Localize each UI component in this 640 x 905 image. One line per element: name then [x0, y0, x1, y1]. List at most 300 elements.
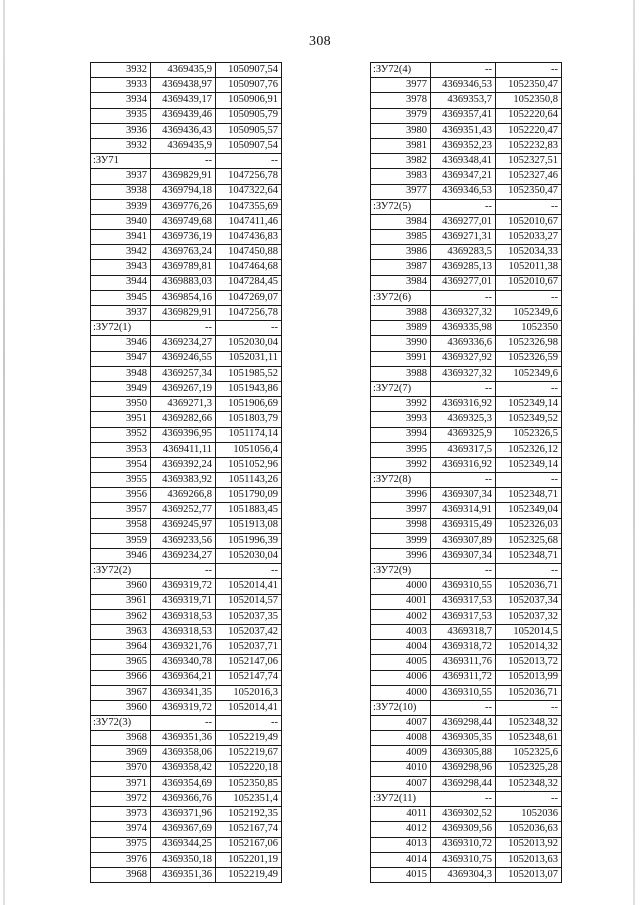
- table-row: [371, 473, 562, 488]
- point-number-cell: 3961: [91, 594, 151, 609]
- y-coordinate-cell: 1052350,85: [216, 776, 282, 791]
- table-row: [91, 685, 282, 700]
- point-number-cell: 3985: [371, 230, 431, 245]
- point-number-cell: 3939: [91, 199, 151, 214]
- y-coordinate-cell: 1051996,39: [216, 533, 282, 548]
- x-coordinate-cell: 4369435,9: [151, 63, 216, 78]
- table-row: [371, 579, 562, 594]
- x-coordinate-cell: 4369883,03: [151, 275, 216, 290]
- point-number-cell: 3995: [371, 442, 431, 457]
- y-coordinate-cell: 1052014,57: [216, 594, 282, 609]
- x-coordinate-cell: 4369318,53: [151, 624, 216, 639]
- x-coordinate-cell: 4369233,56: [151, 533, 216, 548]
- y-coordinate-cell: 1051056,4: [216, 442, 282, 457]
- y-coordinate-cell: 1052037,32: [496, 609, 562, 624]
- y-coordinate-cell: 1052349,14: [496, 457, 562, 472]
- x-coordinate-cell: --: [431, 564, 496, 579]
- point-number-cell: 3982: [371, 154, 431, 169]
- x-coordinate-cell: 4369310,55: [431, 579, 496, 594]
- y-coordinate-cell: 1052036,71: [496, 685, 562, 700]
- x-coordinate-cell: 4369358,42: [151, 761, 216, 776]
- y-coordinate-cell: --: [496, 381, 562, 396]
- y-coordinate-cell: 1047411,46: [216, 214, 282, 229]
- point-number-cell: 4014: [371, 852, 431, 867]
- table-row: [371, 63, 562, 78]
- point-number-cell: 4002: [371, 609, 431, 624]
- y-coordinate-cell: 1052167,06: [216, 837, 282, 852]
- y-coordinate-cell: 1047256,78: [216, 306, 282, 321]
- coordinates-table-left-body: [91, 63, 282, 883]
- x-coordinate-cell: 4369266,8: [151, 488, 216, 503]
- x-coordinate-cell: 4369350,18: [151, 852, 216, 867]
- point-number-cell: 3934: [91, 93, 151, 108]
- x-coordinate-cell: 4369246,55: [151, 351, 216, 366]
- table-row: [91, 184, 282, 199]
- y-coordinate-cell: 1050906,91: [216, 93, 282, 108]
- table-row: [371, 761, 562, 776]
- x-coordinate-cell: 4369829,91: [151, 169, 216, 184]
- y-coordinate-cell: 1052327,46: [496, 169, 562, 184]
- point-number-cell: 3999: [371, 533, 431, 548]
- x-coordinate-cell: 4369327,32: [431, 366, 496, 381]
- table-row: [371, 442, 562, 457]
- point-number-cell: 4012: [371, 822, 431, 837]
- y-coordinate-cell: 1052326,03: [496, 518, 562, 533]
- y-coordinate-cell: 1051883,45: [216, 503, 282, 518]
- point-number-cell: :ЗУ72(4): [371, 63, 431, 78]
- x-coordinate-cell: 4369736,19: [151, 230, 216, 245]
- point-number-cell: 3946: [91, 336, 151, 351]
- x-coordinate-cell: 4369749,68: [151, 214, 216, 229]
- x-coordinate-cell: 4369854,16: [151, 290, 216, 305]
- point-number-cell: 4006: [371, 670, 431, 685]
- table-row: [371, 609, 562, 624]
- y-coordinate-cell: 1052325,6: [496, 746, 562, 761]
- y-coordinate-cell: --: [496, 63, 562, 78]
- table-row: [91, 442, 282, 457]
- point-number-cell: 3965: [91, 655, 151, 670]
- point-number-cell: :ЗУ72(8): [371, 473, 431, 488]
- x-coordinate-cell: 4369327,92: [431, 351, 496, 366]
- point-number-cell: 3954: [91, 457, 151, 472]
- point-number-cell: 3971: [91, 776, 151, 791]
- x-coordinate-cell: 4369314,91: [431, 503, 496, 518]
- point-number-cell: 3960: [91, 579, 151, 594]
- x-coordinate-cell: 4369319,72: [151, 700, 216, 715]
- y-coordinate-cell: 1047322,64: [216, 184, 282, 199]
- table-row: [91, 138, 282, 153]
- point-number-cell: 3984: [371, 275, 431, 290]
- y-coordinate-cell: 1047355,69: [216, 199, 282, 214]
- x-coordinate-cell: 4369317,53: [431, 594, 496, 609]
- point-number-cell: 3949: [91, 381, 151, 396]
- y-coordinate-cell: 1052013,72: [496, 655, 562, 670]
- table-row: [91, 549, 282, 564]
- y-coordinate-cell: 1052350,47: [496, 184, 562, 199]
- x-coordinate-cell: --: [431, 381, 496, 396]
- y-coordinate-cell: 1052326,5: [496, 427, 562, 442]
- point-number-cell: 3947: [91, 351, 151, 366]
- table-row: [371, 397, 562, 412]
- x-coordinate-cell: 4369316,92: [431, 397, 496, 412]
- y-coordinate-cell: 1051906,69: [216, 397, 282, 412]
- table-row: [371, 488, 562, 503]
- y-coordinate-cell: 1052034,33: [496, 245, 562, 260]
- y-coordinate-cell: 1052349,14: [496, 397, 562, 412]
- y-coordinate-cell: 1052010,67: [496, 275, 562, 290]
- table-row: [91, 609, 282, 624]
- point-number-cell: 3989: [371, 321, 431, 336]
- y-coordinate-cell: 1052326,59: [496, 351, 562, 366]
- y-coordinate-cell: --: [496, 199, 562, 214]
- point-number-cell: 3958: [91, 518, 151, 533]
- y-coordinate-cell: 1052011,38: [496, 260, 562, 275]
- x-coordinate-cell: 4369346,53: [431, 78, 496, 93]
- table-row: [91, 655, 282, 670]
- point-number-cell: 3977: [371, 184, 431, 199]
- x-coordinate-cell: 4369318,72: [431, 640, 496, 655]
- point-number-cell: :ЗУ72(6): [371, 290, 431, 305]
- y-coordinate-cell: 1052036,63: [496, 822, 562, 837]
- y-coordinate-cell: --: [496, 290, 562, 305]
- point-number-cell: 3941: [91, 230, 151, 245]
- point-number-cell: 3943: [91, 260, 151, 275]
- y-coordinate-cell: 1052030,04: [216, 549, 282, 564]
- table-row: [371, 184, 562, 199]
- x-coordinate-cell: 4369352,23: [431, 138, 496, 153]
- x-coordinate-cell: 4369435,9: [151, 138, 216, 153]
- table-row: [371, 700, 562, 715]
- x-coordinate-cell: --: [431, 63, 496, 78]
- point-number-cell: 3960: [91, 700, 151, 715]
- table-row: [91, 290, 282, 305]
- point-number-cell: 3996: [371, 488, 431, 503]
- left-scan-edge: [3, 0, 5, 905]
- table-row: [91, 199, 282, 214]
- x-coordinate-cell: 4369310,72: [431, 837, 496, 852]
- point-number-cell: 3979: [371, 108, 431, 123]
- table-row: [91, 488, 282, 503]
- point-number-cell: 3932: [91, 63, 151, 78]
- y-coordinate-cell: 1052326,12: [496, 442, 562, 457]
- x-coordinate-cell: 4369438,97: [151, 78, 216, 93]
- y-coordinate-cell: 1052037,34: [496, 594, 562, 609]
- y-coordinate-cell: 1052351,4: [216, 792, 282, 807]
- point-number-cell: :ЗУ72(1): [91, 321, 151, 336]
- table-row: [371, 533, 562, 548]
- x-coordinate-cell: 4369252,77: [151, 503, 216, 518]
- table-row: [371, 336, 562, 351]
- y-coordinate-cell: 1051803,79: [216, 412, 282, 427]
- x-coordinate-cell: 4369298,96: [431, 761, 496, 776]
- x-coordinate-cell: 4369304,3: [431, 867, 496, 882]
- y-coordinate-cell: 1052232,83: [496, 138, 562, 153]
- x-coordinate-cell: 4369335,98: [431, 321, 496, 336]
- y-coordinate-cell: 1052013,92: [496, 837, 562, 852]
- table-row: [91, 366, 282, 381]
- table-row: [371, 93, 562, 108]
- y-coordinate-cell: 1051943,86: [216, 381, 282, 396]
- y-coordinate-cell: 1052201,19: [216, 852, 282, 867]
- point-number-cell: 3969: [91, 746, 151, 761]
- y-coordinate-cell: 1052031,11: [216, 351, 282, 366]
- x-coordinate-cell: --: [431, 199, 496, 214]
- point-number-cell: 3972: [91, 792, 151, 807]
- table-row: [371, 138, 562, 153]
- table-row: [91, 837, 282, 852]
- y-coordinate-cell: 1052014,32: [496, 640, 562, 655]
- point-number-cell: 3957: [91, 503, 151, 518]
- x-coordinate-cell: 4369411,11: [151, 442, 216, 457]
- y-coordinate-cell: 1052219,67: [216, 746, 282, 761]
- point-number-cell: 4009: [371, 746, 431, 761]
- point-number-cell: 3993: [371, 412, 431, 427]
- y-coordinate-cell: 1052147,74: [216, 670, 282, 685]
- table-row: [91, 230, 282, 245]
- x-coordinate-cell: 4369439,46: [151, 108, 216, 123]
- y-coordinate-cell: 1052220,64: [496, 108, 562, 123]
- table-row: [371, 518, 562, 533]
- point-number-cell: 3966: [91, 670, 151, 685]
- point-number-cell: 4003: [371, 624, 431, 639]
- y-coordinate-cell: 1052350,47: [496, 78, 562, 93]
- table-row: [91, 336, 282, 351]
- table-row: [371, 290, 562, 305]
- x-coordinate-cell: 4369347,21: [431, 169, 496, 184]
- point-number-cell: 4001: [371, 594, 431, 609]
- point-number-cell: 4004: [371, 640, 431, 655]
- table-row: [371, 776, 562, 791]
- point-number-cell: 3948: [91, 366, 151, 381]
- table-row: [91, 822, 282, 837]
- y-coordinate-cell: 1052219,49: [216, 731, 282, 746]
- point-number-cell: 3936: [91, 123, 151, 138]
- table-row: [91, 169, 282, 184]
- table-row: [371, 381, 562, 396]
- x-coordinate-cell: --: [431, 290, 496, 305]
- y-coordinate-cell: 1052013,99: [496, 670, 562, 685]
- point-number-cell: 3955: [91, 473, 151, 488]
- x-coordinate-cell: 4369311,76: [431, 655, 496, 670]
- table-row: [91, 716, 282, 731]
- point-number-cell: 3950: [91, 397, 151, 412]
- y-coordinate-cell: --: [216, 321, 282, 336]
- x-coordinate-cell: 4369371,96: [151, 807, 216, 822]
- x-coordinate-cell: 4369271,3: [151, 397, 216, 412]
- point-number-cell: 4007: [371, 716, 431, 731]
- table-row: [91, 852, 282, 867]
- y-coordinate-cell: 1052192,35: [216, 807, 282, 822]
- table-row: [91, 776, 282, 791]
- x-coordinate-cell: 4369325,9: [431, 427, 496, 442]
- x-coordinate-cell: 4369340,78: [151, 655, 216, 670]
- point-number-cell: 3980: [371, 123, 431, 138]
- x-coordinate-cell: 4369357,41: [431, 108, 496, 123]
- point-number-cell: :ЗУ72(5): [371, 199, 431, 214]
- table-row: [371, 564, 562, 579]
- x-coordinate-cell: --: [431, 700, 496, 715]
- table-row: [91, 473, 282, 488]
- table-row: [371, 640, 562, 655]
- point-number-cell: 4000: [371, 685, 431, 700]
- point-number-cell: 4013: [371, 837, 431, 852]
- point-number-cell: 3953: [91, 442, 151, 457]
- table-row: [371, 457, 562, 472]
- point-number-cell: 3932: [91, 138, 151, 153]
- point-number-cell: 3988: [371, 306, 431, 321]
- table-row: [371, 245, 562, 260]
- y-coordinate-cell: 1050905,79: [216, 108, 282, 123]
- x-coordinate-cell: 4369321,76: [151, 640, 216, 655]
- y-coordinate-cell: 1052010,67: [496, 214, 562, 229]
- point-number-cell: 3997: [371, 503, 431, 518]
- table-row: [371, 230, 562, 245]
- table-row: [91, 321, 282, 336]
- point-number-cell: 3964: [91, 640, 151, 655]
- x-coordinate-cell: 4369351,36: [151, 867, 216, 882]
- x-coordinate-cell: 4369307,34: [431, 549, 496, 564]
- y-coordinate-cell: 1050907,54: [216, 63, 282, 78]
- x-coordinate-cell: 4369317,53: [431, 609, 496, 624]
- table-row: [91, 412, 282, 427]
- table-row: [91, 640, 282, 655]
- table-row: [371, 867, 562, 882]
- point-number-cell: 3940: [91, 214, 151, 229]
- table-row: [371, 275, 562, 290]
- table-row: [91, 154, 282, 169]
- x-coordinate-cell: 4369348,41: [431, 154, 496, 169]
- y-coordinate-cell: 1047269,07: [216, 290, 282, 305]
- table-row: [371, 366, 562, 381]
- table-row: [371, 108, 562, 123]
- x-coordinate-cell: 4369336,6: [431, 336, 496, 351]
- coordinates-table-right: [370, 62, 562, 883]
- x-coordinate-cell: 4369317,5: [431, 442, 496, 457]
- y-coordinate-cell: 1050907,54: [216, 138, 282, 153]
- x-coordinate-cell: 4369351,36: [151, 731, 216, 746]
- point-number-cell: 3973: [91, 807, 151, 822]
- x-coordinate-cell: 4369315,49: [431, 518, 496, 533]
- table-row: [91, 579, 282, 594]
- y-coordinate-cell: 1051174,14: [216, 427, 282, 442]
- y-coordinate-cell: 1052036: [496, 807, 562, 822]
- table-row: [371, 260, 562, 275]
- x-coordinate-cell: 4369392,24: [151, 457, 216, 472]
- point-number-cell: 3987: [371, 260, 431, 275]
- point-number-cell: 3933: [91, 78, 151, 93]
- table-row: [91, 306, 282, 321]
- point-number-cell: 3968: [91, 731, 151, 746]
- x-coordinate-cell: 4369351,43: [431, 123, 496, 138]
- point-number-cell: 3942: [91, 245, 151, 260]
- point-number-cell: 4015: [371, 867, 431, 882]
- point-number-cell: 3992: [371, 397, 431, 412]
- point-number-cell: :ЗУ71: [91, 154, 151, 169]
- table-row: [371, 746, 562, 761]
- table-row: [91, 275, 282, 290]
- x-coordinate-cell: --: [151, 154, 216, 169]
- x-coordinate-cell: 4369302,52: [431, 807, 496, 822]
- y-coordinate-cell: --: [216, 564, 282, 579]
- x-coordinate-cell: 4369763,24: [151, 245, 216, 260]
- x-coordinate-cell: 4369310,75: [431, 852, 496, 867]
- y-coordinate-cell: 1052013,63: [496, 852, 562, 867]
- table-row: [91, 108, 282, 123]
- point-number-cell: :ЗУ72(2): [91, 564, 151, 579]
- y-coordinate-cell: 1047284,45: [216, 275, 282, 290]
- table-row: [371, 731, 562, 746]
- x-coordinate-cell: 4369396,95: [151, 427, 216, 442]
- table-row: [91, 78, 282, 93]
- x-coordinate-cell: 4369257,34: [151, 366, 216, 381]
- table-row: [91, 792, 282, 807]
- x-coordinate-cell: 4369318,7: [431, 624, 496, 639]
- y-coordinate-cell: 1052349,04: [496, 503, 562, 518]
- table-row: [91, 260, 282, 275]
- x-coordinate-cell: 4369305,88: [431, 746, 496, 761]
- y-coordinate-cell: 1047436,83: [216, 230, 282, 245]
- x-coordinate-cell: 4369267,19: [151, 381, 216, 396]
- y-coordinate-cell: 1052014,5: [496, 624, 562, 639]
- y-coordinate-cell: 1052013,07: [496, 867, 562, 882]
- table-row: [91, 594, 282, 609]
- y-coordinate-cell: 1052220,47: [496, 123, 562, 138]
- x-coordinate-cell: 4369305,35: [431, 731, 496, 746]
- table-row: [91, 93, 282, 108]
- table-row: [371, 807, 562, 822]
- table-row: [371, 199, 562, 214]
- point-number-cell: 3986: [371, 245, 431, 260]
- point-number-cell: 3967: [91, 685, 151, 700]
- table-row: [91, 624, 282, 639]
- y-coordinate-cell: 1052014,41: [216, 579, 282, 594]
- x-coordinate-cell: 4369346,53: [431, 184, 496, 199]
- coordinates-table-right-body: [371, 63, 562, 883]
- table-row: [371, 78, 562, 93]
- y-coordinate-cell: 1052325,68: [496, 533, 562, 548]
- y-coordinate-cell: 1050905,57: [216, 123, 282, 138]
- y-coordinate-cell: --: [496, 700, 562, 715]
- x-coordinate-cell: 4369283,5: [431, 245, 496, 260]
- y-coordinate-cell: 1052349,6: [496, 366, 562, 381]
- y-coordinate-cell: 1052036,71: [496, 579, 562, 594]
- point-number-cell: 3951: [91, 412, 151, 427]
- point-number-cell: :ЗУ72(11): [371, 792, 431, 807]
- y-coordinate-cell: 1047256,78: [216, 169, 282, 184]
- point-number-cell: 3983: [371, 169, 431, 184]
- point-number-cell: 3975: [91, 837, 151, 852]
- y-coordinate-cell: 1051790,09: [216, 488, 282, 503]
- table-row: [91, 397, 282, 412]
- table-row: [91, 123, 282, 138]
- x-coordinate-cell: 4369341,35: [151, 685, 216, 700]
- point-number-cell: 3978: [371, 93, 431, 108]
- y-coordinate-cell: --: [496, 473, 562, 488]
- table-row: [371, 351, 562, 366]
- point-number-cell: 3937: [91, 169, 151, 184]
- y-coordinate-cell: 1052030,04: [216, 336, 282, 351]
- y-coordinate-cell: 1052219,49: [216, 867, 282, 882]
- x-coordinate-cell: 4369285,13: [431, 260, 496, 275]
- table-row: [371, 837, 562, 852]
- y-coordinate-cell: 1052016,3: [216, 685, 282, 700]
- y-coordinate-cell: 1051143,26: [216, 473, 282, 488]
- table-row: [91, 214, 282, 229]
- x-coordinate-cell: 4369366,76: [151, 792, 216, 807]
- x-coordinate-cell: 4369364,21: [151, 670, 216, 685]
- point-number-cell: :ЗУ72(7): [371, 381, 431, 396]
- table-row: [371, 503, 562, 518]
